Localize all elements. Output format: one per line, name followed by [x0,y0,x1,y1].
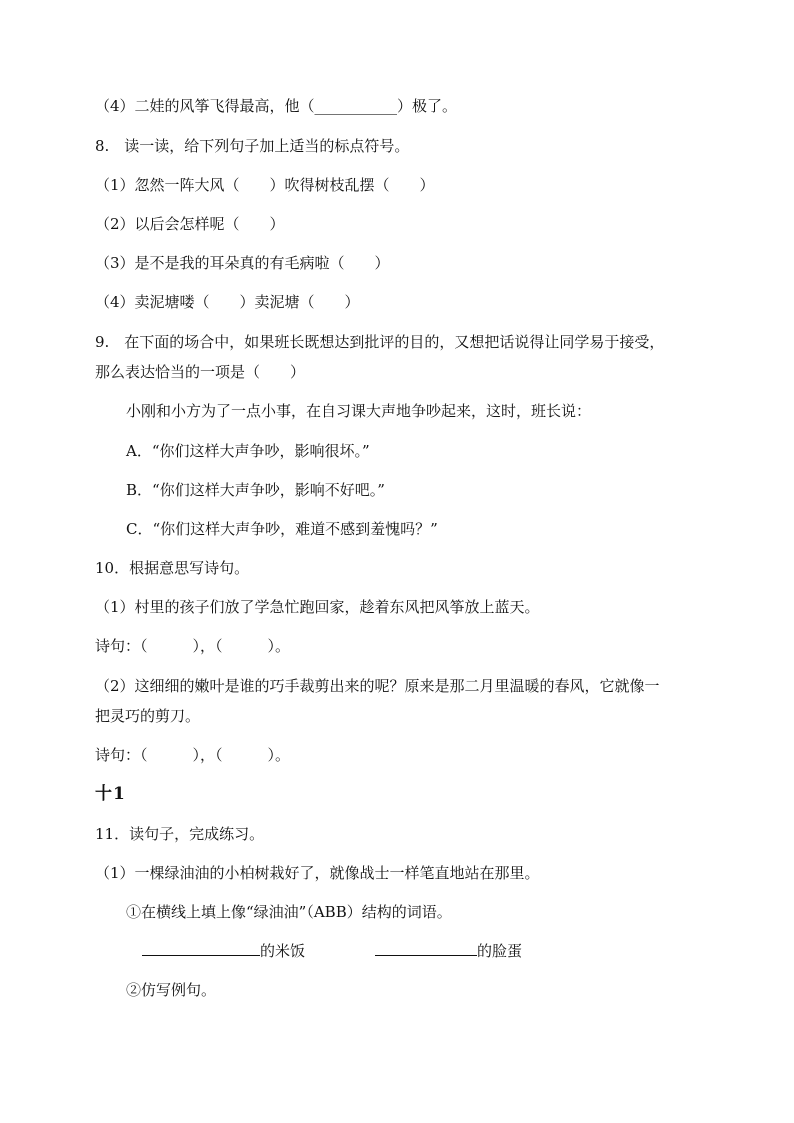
q8-item-2: （2）以后会怎样呢（ ） [95,215,285,233]
q9-context: 小刚和小方为了一点小事，在自习课大声地争吵起来，这时，班长说： [126,402,592,420]
q11-fill-row-1 [142,941,305,961]
q11-item-1: （1）一棵绿油油的小柏树栽好了，就像战士一样笔直地站在那里。 [95,864,540,882]
q9-title-cont: 那么表达恰当的一项是（ ） [95,363,306,381]
fill-label-cheek: 的脸蛋 [477,942,523,960]
q8-item-4: （4）卖泥塘喽（ ）卖泥塘（ ） [95,293,360,311]
fill-label-rice: 的米饭 [260,942,306,960]
q10-item-1-poem: 诗句：（ ），（ ）。 [95,637,291,655]
answer-blank[interactable] [142,941,260,956]
q11-fill-row-2 [375,941,522,961]
q8-item-1: （1）忽然一阵大风（ ）吹得树枝乱摆（ ） [95,176,435,194]
q10-item-2-poem: 诗句：（ ），（ ）。 [95,746,291,764]
q10-item-1: （1）村里的孩子们放了学急忙跑回家，趁着东风把风筝放上蓝天。 [95,598,540,616]
q9-option-a: A．“你们这样大声争吵，影响很坏。” [126,442,370,460]
q8-item-3: （3）是不是我的耳朵真的有毛病啦（ ） [95,254,390,272]
q9-title: 9. 在下面的场合中，如果班长既想达到批评的目的，又想把话说得让同学易于接受， [95,333,665,351]
q7-item-4: （4）二娃的风筝飞得最高，他（___________）极了。 [95,97,458,115]
q11-title: 11．读句子，完成练习。 [95,825,265,843]
q9-option-b: B．“你们这样大声争吵，影响不好吧。” [126,481,385,499]
q11-sub-1: ①在横线上填上像“绿油油”（ABB）结构的词语。 [126,903,452,921]
q10-title: 10．根据意思写诗句。 [95,559,250,577]
q10-item-2-cont: 把灵巧的剪刀。 [95,707,201,725]
q9-option-c: C．“你们这样大声争吵，难道不感到羞愧吗？” [126,520,438,538]
answer-blank[interactable] [375,941,477,956]
section-heading: 十1 [95,784,126,804]
q10-item-2: （2）这细细的嫩叶是谁的巧手裁剪出来的呢？原来是那二月里温暖的春风，它就像一 [95,677,660,695]
q8-title: 8. 读一读，给下列句子加上适当的标点符号。 [95,137,410,155]
q11-sub-2: ②仿写例句。 [126,981,217,999]
